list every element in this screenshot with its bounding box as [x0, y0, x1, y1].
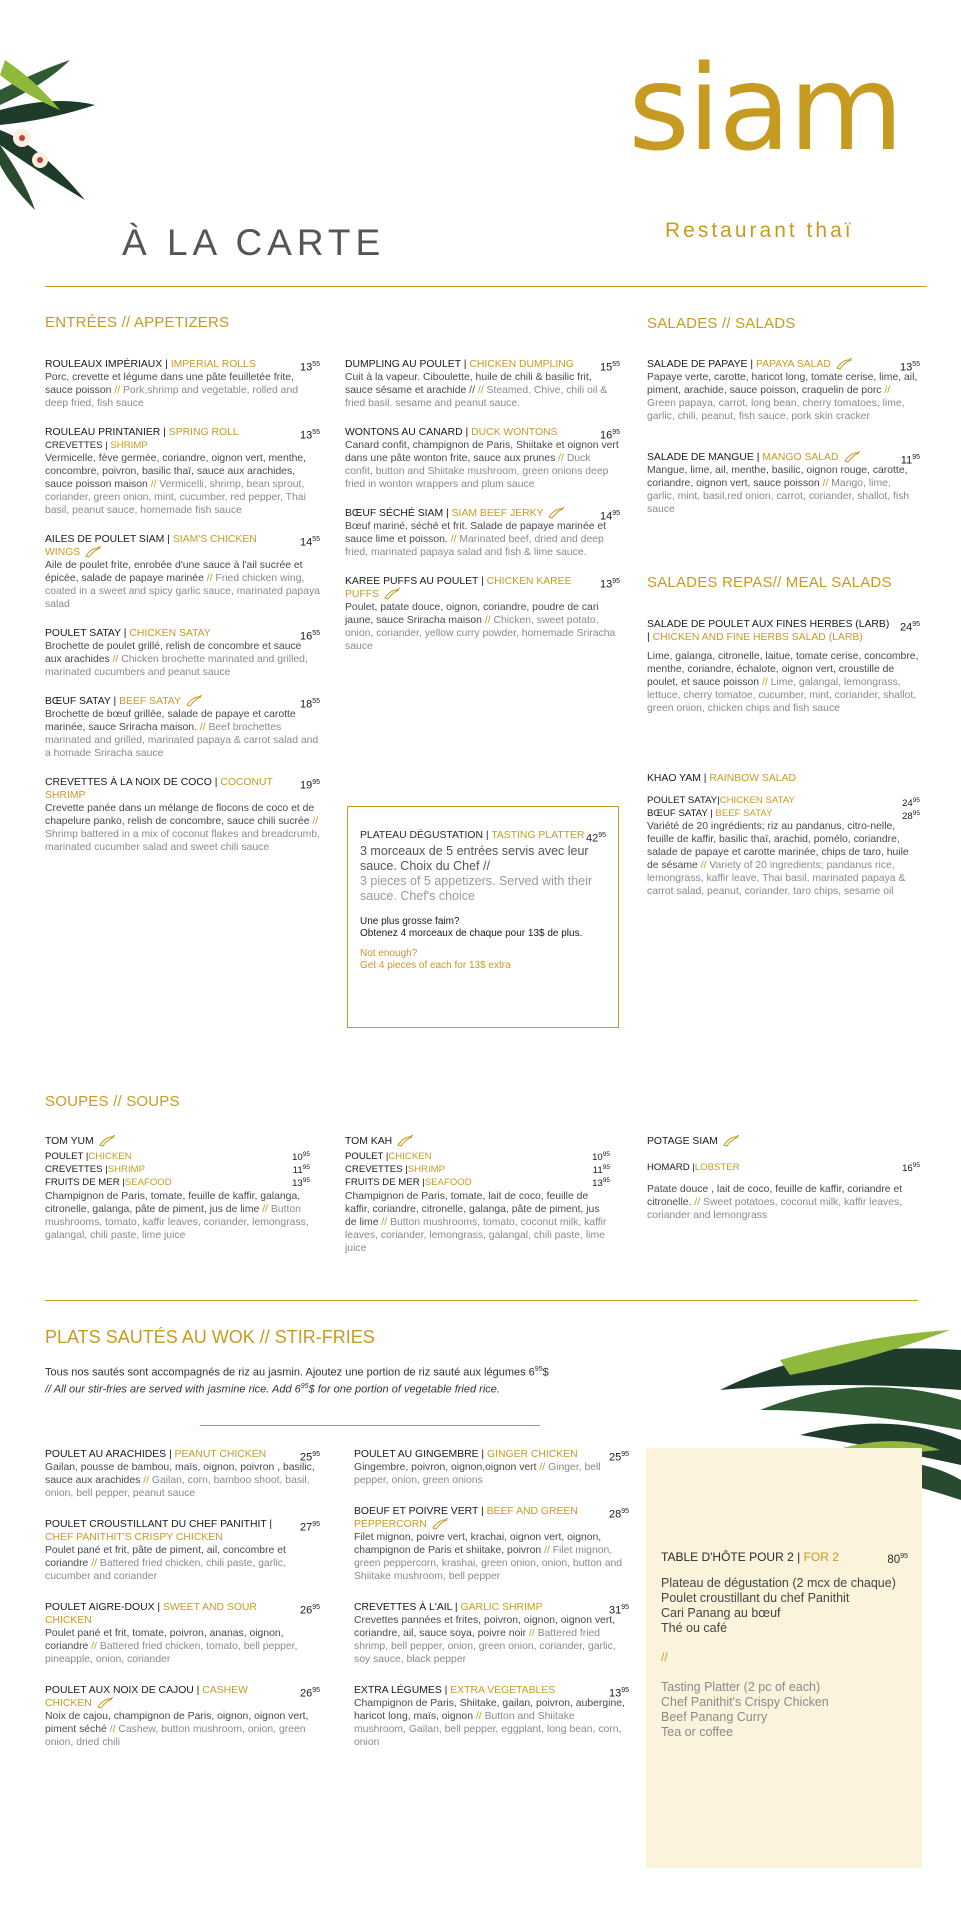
spicy-pepper-icon: [185, 695, 203, 707]
menu-item: KAREE PUFFS AU POULET | CHICKEN KAREE PUFFS $13^{95}$ Poulet, patate douce, oignon, coriandre, poudre de cari jaune, sauce Sriracha maison // Chicken, sweet potato, onion, coriander, yellow curry powder, homemade Sriracha sauce: [345, 576, 620, 652]
menu-item: BOEUF ET POIVRE VERT | BEEF AND GREEN PEPPERCORN $28^{95}$ Filet mignon, poivre vert, krachai, oignon vert, oignon, champignon de Paris et shiitake, poivron // Filet mignon, green peppercorn, krashai, green onion, onion, button and Shiitake mushroom, bell pepper: [354, 1506, 629, 1582]
table-hote-line-en: Chef Panithit's Crispy Chicken: [661, 1695, 829, 1709]
menu-item: WONTONS AU CANARD | DUCK WONTONS $16^{95}$ Canard confit, champignon de Paris, Shiitake et oignon vert dans une pâte wonton frite, sauce aux prunes // Duck confit, button and Shiitake mushroom, green onions deep fried in wonton wrappers and plum sauce: [345, 427, 620, 490]
section-title-wok: PLATS SAUTÉS AU WOK // STIR-FRIES: [45, 1327, 375, 1347]
platter-question-en: Not enough?: [360, 948, 418, 959]
spicy-pepper-icon: [98, 1135, 116, 1147]
table-hote-name-fr: TABLE D'HÔTE POUR 2 |: [661, 1550, 801, 1564]
table-hote-line-en: Tasting Platter (2 pc of each): [661, 1680, 821, 1694]
soup-option: CREVETTES |SHRIMP $11^{95}$: [45, 1164, 310, 1177]
menu-item: CREVETTES À LA NOIX DE COCO | COCONUT SHRIMP $19^{95}$ Crevette panée dans un mélange de flocons de coco et de chapelure panko, relish de concombre, sauce chili sucrée // Shrimp battered in a mix of coconut flakes and breadcrumb, marinated cucumber salad and sweet chili sauce: [45, 777, 320, 853]
menu-item-larb: SALADE DE POULET AUX FINES HERBES (LARB) | CHICKEN AND FINE HERBS SALAD (LARB) $24^{95}$ Lime, galanga, citronelle, laitue, tomate cerise, concombre, menthe, coriandre, échalote, oignon vert, croustille de poulet, et sauce poisson // Lime, galangal, lemongrass, lettuce, cherry tomatoe, cucumber, mint, coriander, shallot, green onion, chicken chips and fish sauce: [647, 619, 920, 714]
menu-item: ROULEAU PRINTANIER | SPRING ROLL $13^{55}$ CREVETTES | SHRIMP Vermicelle, fève germée, coriandre, oignon vert, menthe, concombre, poivron, basilic thaï, sauce aux arachides, sauce poisson maison // Vermicelli, shrimp, bean sprout, coriander, green onion, mint, cucumber, red pepper, Thai basil, peanut sauce, homemade fish sauce: [45, 427, 320, 516]
soups-divider: [45, 1300, 918, 1301]
menu-item: POULET CROUSTILLANT DU CHEF PANITHIT | CHEF PANITHIT'S CRISPY CHICKEN $27^{95}$ Poulet pané et frit, pâte de piment, ail, concombre et coriandre // Battered fried chicken, chili paste, garlic, cucumber and coriander: [45, 1519, 320, 1582]
spicy-pepper-icon: [547, 507, 565, 519]
tasting-platter-box: [347, 806, 619, 1028]
platter-price: $42^{95}$: [585, 832, 606, 845]
platter-desc-en: 3 pieces of 5 appetizers. Served with their sauce. Chef's choice: [360, 874, 593, 903]
entrees-column-middle: [345, 358, 620, 669]
platter-name-fr: PLATEAU DÉGUSTATION |: [360, 830, 489, 841]
table-hote-items-en: [661, 1680, 908, 1740]
soup-name: TOM KAH: [345, 1136, 393, 1147]
section-title-soups: SOUPES // SOUPS: [45, 1093, 180, 1110]
spicy-pepper-icon: [84, 546, 102, 558]
table-hote-line-en: Beef Panang Curry: [661, 1710, 768, 1724]
platter-question-fr: Une plus grosse faim?: [360, 916, 460, 927]
menu-item: EXTRA LÉGUMES | EXTRA VEGETABLES $13^{95}$ Champignon de Paris, Shiitake, gailan, poivron, aubergine, haricot long, maïs, oignon // Button and Shiitake mushroom, Gailan, bell pepper, eggplant, long bean, corn, onion: [354, 1685, 629, 1748]
table-hote-line-fr: Cari Panang au bœuf: [661, 1606, 781, 1620]
wok-column-left: [45, 1448, 320, 1767]
soup-option: POULET |CHICKEN $10^{95}$: [345, 1151, 610, 1164]
soup-option: HOMARD |LOBSTER $16^{95}$: [647, 1162, 920, 1175]
salads-column: [647, 358, 920, 544]
menu-item: ROULEAUX IMPÉRIAUX | IMPERIAL ROLLS $13^{55}$ Porc, crevette et légume dans une pâte feuilletée frite, sauce poisson // Pork,shrimp and vegetable, rolled and deep fried, fish sauce: [45, 359, 320, 409]
spicy-pepper-icon: [396, 1135, 414, 1147]
wok-intro-divider: [200, 1425, 540, 1426]
brand-tagline: Restaurant thaï: [665, 219, 854, 242]
palm-leaf-top-left-decoration: [0, 50, 120, 210]
page-title: À LA CARTE: [122, 222, 386, 263]
menu-item: POULET AIGRE-DOUX | SWEET AND SOUR CHICKEN $26^{95}$ Poulet pané et frit, tomate, poivron, ananas, oignon, coriandre // Battered fried chicken, tomato, bell pepper, pineapple, onion, coriander: [45, 1602, 320, 1665]
menu-item: CREVETTES À L'AIL | GARLIC SHRIMP $31^{95}$ Crevettes pannées et frites, poivron, oignon, oignon vert, coriandre, ail, sauce soya, poivre noir // Battered fried shrimp, bell pepper, onion, green onion, coriander, garlic, soy sauce, black pepper: [354, 1602, 629, 1665]
brand-logo-wordmark: siam: [628, 39, 902, 177]
table-hote-line-en: Tea or coffee: [661, 1725, 734, 1739]
soup-option: CREVETTES |SHRIMP $11^{95}$: [345, 1164, 610, 1177]
menu-item: SALADE DE PAPAYE | PAPAYA SALAD $13^{55}$ Papaye verte, carotte, haricot long, tomate cerise, lime, ail, piment, arachide, sauce poisson, craquelin de porc // Green papaya, carrot, long bean, cherry tomatoes, lime, garlic, chili, peanut, fish sauce, pork skin cracker: [647, 359, 920, 422]
soup-option: POULET |CHICKEN $10^{95}$: [45, 1151, 310, 1164]
header-divider: [45, 286, 927, 287]
spicy-pepper-icon: [383, 588, 401, 600]
platter-desc-fr: 3 morceaux de 5 entrées servis avec leur sauce. Choix du Chef //: [360, 844, 589, 873]
table-hote-items-fr: [661, 1576, 908, 1636]
menu-item: POULET SATAY | CHICKEN SATAY $16^{55}$ Brochette de poulet grillé, relish de concombre et sauce aux arachides // Chicken brochette marinated and grilled, marinated cucumbers and peanut sauce: [45, 628, 320, 678]
table-hote-name-en: FOR 2: [803, 1550, 839, 1564]
wok-column-middle: [354, 1448, 629, 1767]
spicy-pepper-icon: [722, 1135, 740, 1147]
table-hote-line-fr: Plateau de dégustation (2 mcx de chaque): [661, 1576, 896, 1590]
menu-item: DUMPLING AU POULET | CHICKEN DUMPLING $15^{55}$ Cuit à la vapeur. Ciboulette, huile de chili & basilic frit, sauce sésame et arachide // // Steamed. Chive, chili oil & fried basil. sesame and peanut sauce.: [345, 359, 620, 409]
table-hote-separator: //: [661, 1650, 668, 1664]
spicy-pepper-icon: [96, 1697, 114, 1709]
table-hote-price: $80^{95}$: [887, 1553, 908, 1566]
spicy-pepper-icon: [835, 358, 853, 370]
section-title-salads: SALADES // SALADS: [647, 315, 796, 332]
platter-answer-en: Get 4 pieces of each for 13$ extra: [360, 960, 511, 971]
section-title-meal-salads: SALADES REPAS// MEAL SALADS: [647, 574, 892, 591]
platter-answer-fr: Obtenez 4 morceaux de chaque pour 13$ de plus.: [360, 928, 583, 939]
wok-intro: Tous nos sautés sont accompagnés de riz au jasmin. Ajoutez une portion de riz sauté aux légumes $6^{95}\$$ // All our stir-fries are served with jasmine rice. Add $6^{95}\$$ for one portion of vegetable fried rice.: [45, 1366, 549, 1396]
menu-item: POULET AU ARACHIDES | PEANUT CHICKEN $25^{95}$ Gailan, pousse de bambou, maïs, oignon, poivron , basilic, sauce aux arachides // Gailan, corn, bamboo shoot, basil, onion, bell pepper, peanut sauce: [45, 1449, 320, 1499]
soup-potage-siam: POTAGE SIAM HOMARD |LOBSTER $16^{95}$ Patate douce , lait de coco, feuille de kaffir, coriandre et citronelle. // Sweet potatoes, coconut milk, kaffir leaves, coriander and lemongrass: [647, 1136, 920, 1221]
menu-item-khao-yam: KHAO YAM | RAINBOW SALAD POULET SATAY|CHICKEN SATAY $24^{95}$ BŒUF SATAY | BEEF SATAY $28^{95}$ Variété de 20 ingrédients; riz au pandanus, citro-nelle, feuille de kaffir, basilic thaï, arachid, pomélo, coriandre, salade de papaye et carotte marinée, chips de taro, huile de sésame // Variety of 20 ingredients; pandanus rice, lemongrass, kaffir leave, Thai basil, marinated papaya & carrot salad, peanut, coriander, taro chips, sesame oil: [647, 773, 920, 897]
menu-item: BŒUF SÉCHÉ SIAM | SIAM BEEF JERKY $14^{95}$ Bœuf mariné, séché et frit. Salade de papaye marinée et sauce lime et poisson. // Marinated beef, dried and deep fried, marinated papaya salad and fish & lime sauce.: [345, 508, 620, 558]
platter-name-en: TASTING PLATTER: [491, 830, 585, 841]
soup-name: POTAGE SIAM: [647, 1136, 718, 1147]
entrees-column-left: [45, 358, 320, 870]
spicy-pepper-icon: [431, 1518, 449, 1530]
table-hote-box: [646, 1448, 922, 1868]
section-title-entrees: ENTRÉES // APPETIZERS: [45, 314, 230, 331]
soup-tom-kah: TOM KAH POULET |CHICKEN $10^{95}$ CREVETTES |SHRIMP $11^{95}$ FRUITS DE MER |SEAFOOD $13^{95}$ Champignon de Paris, tomate, lait de coco, feuille de kaffir, coriandre, citronelle, galanga, pâte de piment, jus de lime // Button mushrooms, tomato, coconut milk, kaffir leaves, coriander, lemongrass, galangal, chili paste, lime juice: [345, 1136, 610, 1254]
menu-item: BŒUF SATAY | BEEF SATAY $18^{55}$ Brochette de bœuf grillée, salade de papaye et carotte marinée, sauce Sriracha maison. // Beef brochettes marinated and grilled, marinated papaya & carrot salad and a homade Sriracha sauce: [45, 696, 320, 759]
table-hote-line-fr: Thé ou café: [661, 1621, 728, 1635]
menu-item: POULET AU GINGEMBRE | GINGER CHICKEN $25^{95}$ Gingembre, poivron, oignon,oignon vert // Ginger, bell pepper, onion, green onions: [354, 1449, 629, 1486]
spicy-pepper-icon: [843, 451, 861, 463]
menu-item: AILES DE POULET SIAM | SIAM'S CHICKEN WINGS $14^{55}$ Aile de poulet frite, enrobée d'une sauce à l'ail sucrée et épicée, salade de papaye marinée // Fried chicken wing, coated in a sweet and spicy garlic sauce, marinated papaya salad: [45, 534, 320, 610]
brand-logo: [625, 39, 905, 177]
soup-option: FRUITS DE MER |SEAFOOD $13^{95}$: [345, 1177, 610, 1190]
menu-item: SALADE DE MANGUE | MANGO SALAD $11^{95}$ Mangue, lime, ail, menthe, basilic, oignon rouge, carotte, coriandre, oignon vert, sauce poisson // Mango, lime, garlic, mint, basil,red onion, carrot, coriander, shallot, fish sauce: [647, 452, 920, 515]
menu-item: POULET AUX NOIX DE CAJOU | CASHEW CHICKEN $26^{95}$ Noix de cajou, champignon de Paris, oignon, oignon vert, piment séché // Cashew, button mushroom, onion, green onion, dried chili: [45, 1685, 320, 1748]
table-hote-line-fr: Poulet croustillant du chef Panithit: [661, 1591, 850, 1605]
soup-tom-yum: TOM YUM POULET |CHICKEN $10^{95}$ CREVETTES |SHRIMP $11^{95}$ FRUITS DE MER |SEAFOOD $13^{95}$ Champignon de Paris, tomate, feuille de kaffir, galanga, citronelle, galanga, pâte de piment, jus de lime // Button mushrooms, tomato, kaffir leaves, coriander, lemongrass, galangal, chili paste, lime juice: [45, 1136, 310, 1241]
soup-name: TOM YUM: [45, 1136, 94, 1147]
soup-option: FRUITS DE MER |SEAFOOD $13^{95}$: [45, 1177, 310, 1190]
